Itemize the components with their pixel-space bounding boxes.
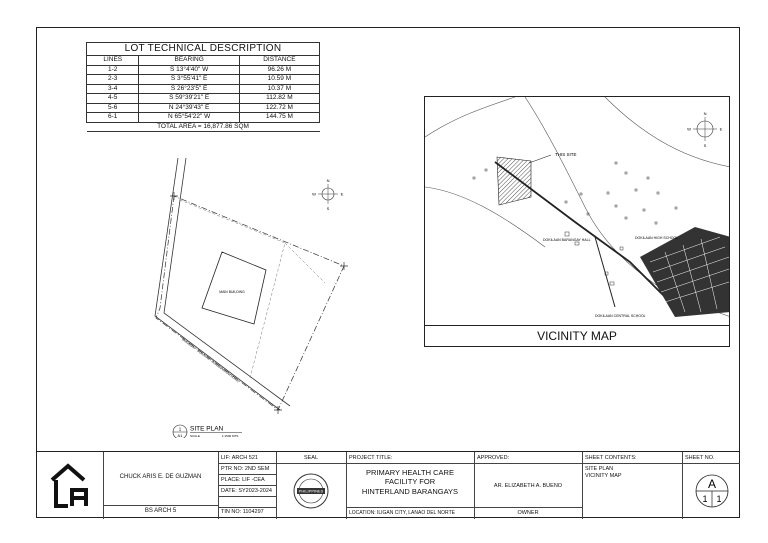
landmark-label: DOKILAAN BARANGAY HALL <box>543 238 591 242</box>
place: PLACE: LIF -CEA <box>221 477 265 483</box>
sheet-number-badge <box>694 468 730 514</box>
seal-stamp-icon <box>292 467 330 515</box>
label-title: SITE PLAN <box>190 425 224 433</box>
east-letter: E <box>340 191 344 197</box>
label-scale: SCALE <box>190 434 200 438</box>
col-header-lines: LINES <box>87 56 139 66</box>
approved-label: APPROVED: <box>477 455 510 461</box>
west-letter: W <box>312 191 316 197</box>
project-title-label: PROJECT TITLE: <box>349 455 393 461</box>
table-row <box>87 84 320 94</box>
west-letter: W <box>687 126 691 132</box>
cell-bearing: S 13°4'40" W <box>139 65 239 75</box>
sheet-index: 1 <box>702 494 708 504</box>
cell-bearing: N 24°39'43" E <box>139 103 239 113</box>
owner-label: OWNER <box>517 510 539 516</box>
east-letter: E <box>719 126 723 132</box>
total-area: TOTAL AREA = 16,877.86 SQM <box>87 122 320 132</box>
project-title-line: FACILITY FOR <box>384 477 436 487</box>
sheet-contents-item: SITE PLAN <box>585 466 614 472</box>
cell-distance: 96.26 M <box>239 65 319 75</box>
sheet-no-label: SHEET NO. <box>685 455 715 461</box>
cell-line: 6-1 <box>87 113 139 123</box>
project-title <box>346 468 474 496</box>
main-building-outline <box>202 252 266 324</box>
north-letter: N <box>703 111 707 116</box>
lif-number: LIF: ARCH 521 <box>221 455 258 461</box>
road-edge <box>164 158 290 406</box>
cell-distance: 144.75 M <box>239 113 319 123</box>
site-plan-label <box>173 425 242 438</box>
site-plan-drawing <box>120 148 380 438</box>
table-row <box>87 103 320 113</box>
cell-line: 1-2 <box>87 65 139 75</box>
project-title-line: PRIMARY HEALTH CARE <box>366 468 454 477</box>
cell-bearing: S 59°39'21" E <box>139 94 239 104</box>
contour-line <box>425 97 515 137</box>
cell-line: 4-5 <box>87 94 139 104</box>
cell-distance: 112.82 M <box>239 94 319 104</box>
col-header-distance: DISTANCE <box>239 56 319 66</box>
landmark-label: DOKILAAN HIGH SCHOOL <box>635 236 679 240</box>
label-sheet: A1 <box>177 433 183 438</box>
cell-line: 3-4 <box>87 84 139 94</box>
sheet-contents-item: VICINITY MAP <box>585 473 622 479</box>
main-building-label: MAIN BUILDING <box>219 290 245 294</box>
north-letter: N <box>326 178 330 183</box>
lot-technical-table <box>86 42 320 132</box>
title-block <box>36 451 740 518</box>
date: DATE: SY2023-2024 <box>221 488 272 494</box>
seal-text: PHILIPPINES <box>298 488 324 494</box>
cell-distance: 122.72 M <box>239 103 319 113</box>
vicinity-map <box>425 97 730 327</box>
contour-line <box>605 97 730 167</box>
cell-distance: 10.37 M <box>239 84 319 94</box>
cell-bearing: S 26°23'5" E <box>139 84 239 94</box>
lot-table-title: LOT TECHNICAL DESCRIPTION <box>87 43 320 56</box>
north-arrow-icon <box>687 111 723 148</box>
vicinity-map-panel <box>424 96 730 347</box>
table-row <box>87 94 320 104</box>
south-letter: S <box>326 206 330 211</box>
seal-label: SEAL <box>303 455 319 461</box>
cell-bearing: N 65°54'22" W <box>139 113 239 123</box>
table-row <box>87 75 320 85</box>
architect-logo-icon <box>48 462 92 510</box>
project-location: LOCATION: ILIGAN CITY, LANAO DEL NORTE <box>349 510 455 516</box>
cell-line: 2-3 <box>87 75 139 85</box>
project-title-line: HINTERLAND BARANGAYS <box>361 486 459 496</box>
cell-line: 5-6 <box>87 103 139 113</box>
table-row <box>87 65 320 75</box>
road-label: BARANGAY - BOROKAN - ROAD(NARROW ROAD) <box>181 337 240 384</box>
ptr-number: PTR NO: 2ND SEM <box>221 466 270 472</box>
vicinity-map-title: VICINITY MAP <box>425 325 729 346</box>
south-letter: S <box>703 143 707 148</box>
site-parcel <box>497 157 531 205</box>
sheet-letter: A <box>707 477 717 491</box>
label-number: 1 <box>178 426 182 432</box>
col-header-bearing: BEARING <box>139 56 239 66</box>
cell-bearing: S 3°55'41" E <box>139 75 239 85</box>
north-arrow-icon <box>312 178 344 211</box>
this-site-label: THIS SITE <box>555 152 577 157</box>
site-leader <box>529 155 551 163</box>
landmark-label: DOKILAAN CENTRAL SCHOOL <box>595 314 646 318</box>
setback-line <box>285 243 325 283</box>
designer-name: CHUCK ARIS E. DE GUZMAN <box>119 474 202 480</box>
designer-course: BS ARCH 5 <box>144 508 177 514</box>
sheet-total: 1 <box>716 494 722 504</box>
tin-number: TIN NO: 1104297 <box>221 509 264 515</box>
label-ratio: 1:1500 MTS <box>222 434 239 438</box>
table-row <box>87 113 320 123</box>
cell-distance: 10.59 M <box>239 75 319 85</box>
approver-name: AR. ELIZABETH A. BUENO <box>493 483 563 489</box>
sheet-contents-label: SHEET CONTENTS: <box>585 455 637 461</box>
